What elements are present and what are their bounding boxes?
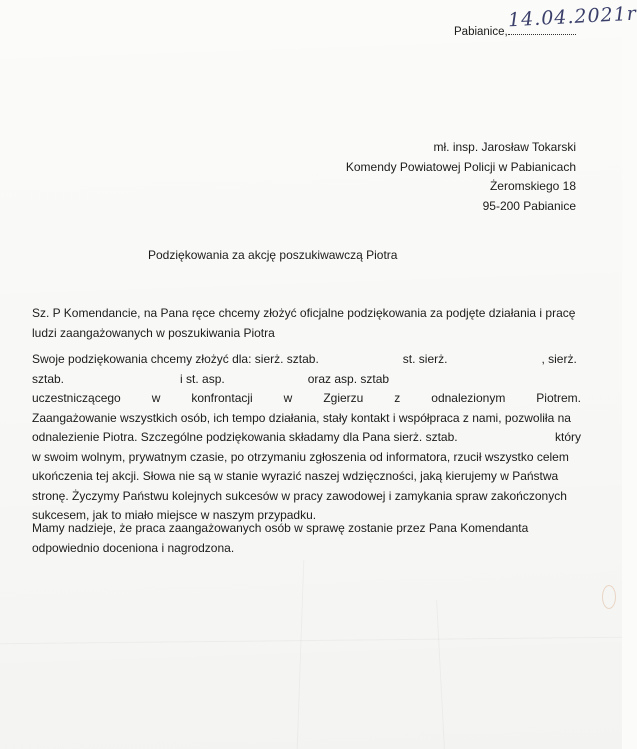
recipient-street: Żeromskiego 18 [489, 179, 576, 193]
text-fragment: Swoje podziękowania chcemy złożyć dla: sierż. sztab. [32, 352, 319, 366]
paragraph-thanks [32, 350, 581, 526]
text-fragment: który [554, 430, 581, 444]
paragraph-line: Zaangażowanie wszystkich osób, ich tempo działania, stały kontakt i współpraca z nami, pozwoliła na [32, 410, 571, 425]
paper-stain [602, 585, 616, 609]
paragraph-line [32, 350, 581, 370]
paragraph-line: Sz. P Komendancie, na Pana ręce chcemy złożyć oficjalne podziękowania za podjęte działania i pracę [32, 306, 576, 320]
paragraph-line: sukcesem, jak to miało miejsce w naszym przypadku. [32, 508, 317, 522]
word: Zgierzu [323, 391, 364, 405]
recipient-city: 95-200 Pabianice [482, 198, 576, 213]
word: w [151, 391, 161, 405]
paragraph-line: odpowiednio doceniona i nagrodzona. [32, 540, 235, 555]
handwritten-date: 14.04.2021r [507, 2, 637, 32]
paper-crease [436, 600, 445, 749]
text-fragment: i st. asp. [180, 371, 225, 386]
text-fragment: sztab. [32, 371, 65, 386]
recipient-office: Komendy Powiatowej Policji w Pabianicach [345, 159, 576, 174]
text-fragment: oraz asp. sztab [307, 371, 390, 386]
place-name: Pabianice, [454, 26, 508, 38]
paragraph-line: ludzi zaangażowanych w poszukiwania Piotra [32, 325, 275, 340]
text-fragment: , sierż. [541, 352, 577, 366]
word: odnalezionym [431, 391, 506, 405]
paragraph-line [32, 389, 581, 409]
text-fragment: odnalezienie Piotra. Szczególne podziękowania składamy dla Pana sierż. sztab. [32, 430, 458, 444]
paper-crease [297, 560, 305, 749]
date-dotted-line [508, 33, 576, 35]
letter-subject: Podziękowania za akcję poszukiwawczą Piotra [148, 248, 398, 262]
paragraph-line [32, 370, 581, 390]
recipient-block [346, 138, 576, 216]
word: uczestniczącego [32, 391, 121, 405]
paragraph-line: w swoim wolnym, prywatnym czasie, po otrzymaniu zgłoszenia od informatora, rzucił wszystko celem [32, 449, 569, 464]
paragraph-closing [32, 519, 581, 558]
paragraph-line [32, 428, 581, 448]
word: konfrontacji [191, 391, 253, 405]
recipient-name: mł. insp. Jarosław Tokarski [433, 140, 576, 154]
paper-crease [0, 637, 622, 645]
text-fragment: st. sierż. [402, 352, 448, 366]
paragraph-line: stronę. Życzymy Państwu kolejnych sukcesów w pracy zawodowej i zamykania spraw zakończonych [32, 488, 567, 503]
word: Piotrem. [536, 391, 581, 405]
paragraph-line: Mamy nadzieje, że praca zaangażowanych osób w sprawę zostanie przez Pana Komendanta [32, 521, 529, 535]
paragraph-line: ukończenia tej akcji. Słowa nie są w stanie wyrazić naszej wdzięczności, jaką kierujemy w Państwa [32, 469, 559, 483]
paragraph-intro [32, 304, 581, 343]
word: w [283, 391, 293, 405]
word: z [394, 391, 401, 405]
